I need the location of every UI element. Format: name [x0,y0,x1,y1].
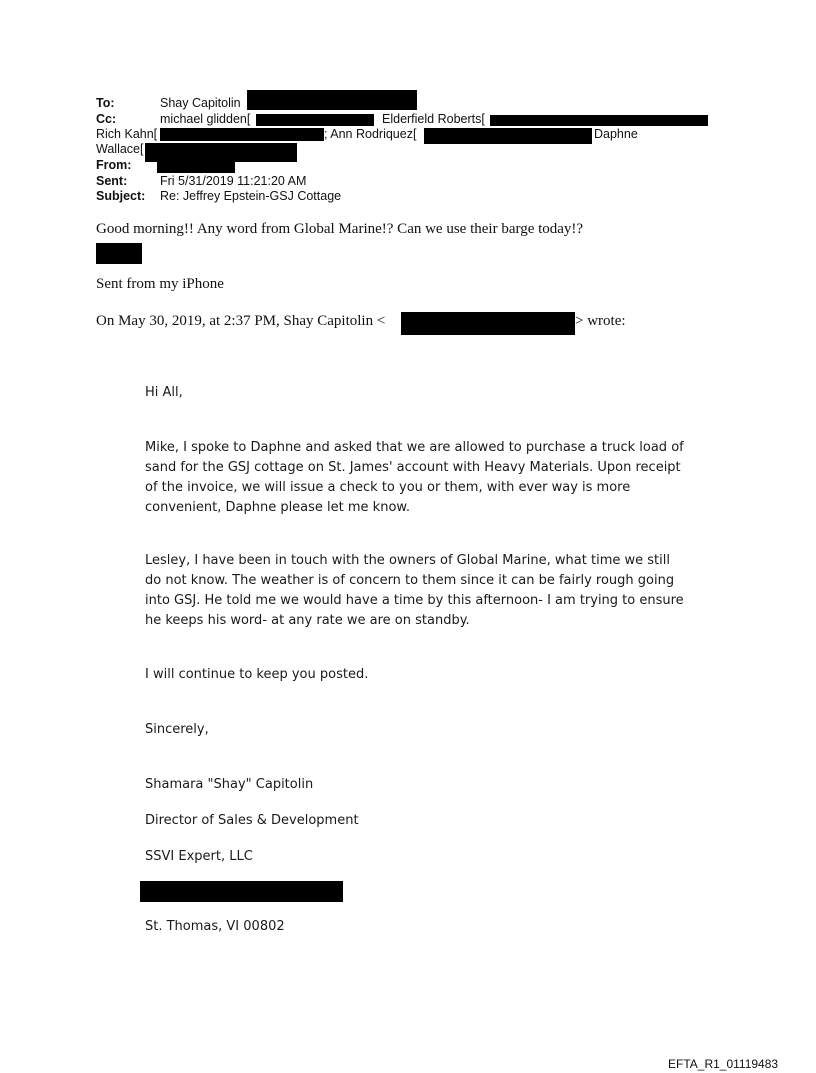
cc-value-roberts: Elderfield Roberts[ [382,112,485,126]
paragraph-global-marine: Lesley, I have been in touch with the owners of Global Marine, what time we still do not know. The weather is of concern to them since it can be fairly rough going into GSJ. He told me we would have a time by this afternoon- I am trying to ensure he keeps his word- at any rate we are on standby. [145,553,684,628]
cc-value-daphne: Daphne [594,127,638,141]
quote-intro-suffix: > wrote: [575,313,626,329]
redaction-block [256,114,374,126]
cc-value-wallace: Wallace[ [96,142,144,156]
paragraph-keep-posted: I will continue to keep you posted. [145,667,369,682]
redaction-block [424,128,592,144]
cc-value-glidden: michael glidden[ [160,112,251,126]
redaction-block [247,90,417,110]
paragraph-sand: Mike, I spoke to Daphne and asked that we are allowed to purchase a truck load of sand for the GSJ cottage on St. James' account with Heavy Materials. Upon receipt of the invoice, we will issue a check to you or them, with ever way is more convenient, Daphne please let me know. [145,440,684,515]
signature-title: Director of Sales & Development [145,813,359,828]
from-label: From: [96,158,132,172]
quote-intro [96,313,385,330]
greeting: Hi All, [145,385,183,400]
redaction-block [160,128,324,141]
closing: Sincerely, [145,722,209,737]
signature-city: St. Thomas, VI 00802 [145,919,285,934]
redaction-block [401,312,575,335]
redaction-block [96,243,142,264]
signature-name: Shamara "Shay" Capitolin [145,777,314,792]
sent-from-line: Sent from my iPhone [96,276,224,292]
redaction-block [140,881,343,902]
cc-value-kahn: Rich Kahn[ [96,127,158,141]
redaction-block [490,115,708,126]
reply-message: Good morning!! Any word from Global Marine!? Can we use their barge today!? [96,221,584,237]
to-value: Shay Capitolin [160,96,241,110]
redaction-block [145,143,297,162]
sent-value: Fri 5/31/2019 11:21:20 AM [160,174,307,188]
sent-label: Sent: [96,174,128,188]
signature-company: SSVI Expert, LLC [145,849,253,864]
to-label: To: [96,96,115,110]
subject-label: Subject: [96,189,146,203]
cc-value-rodriquez: ; Ann Rodriquez[ [324,127,417,141]
quote-intro-prefix: On May 30, 2019, at 2:37 PM, Shay Capitolin < [96,313,386,329]
subject-value: Re: Jeffrey Epstein-GSJ Cottage [160,189,342,203]
cc-label: Cc: [96,112,117,126]
redaction-block [157,161,235,173]
document-id: EFTA_R1_01119483 [668,1057,779,1071]
